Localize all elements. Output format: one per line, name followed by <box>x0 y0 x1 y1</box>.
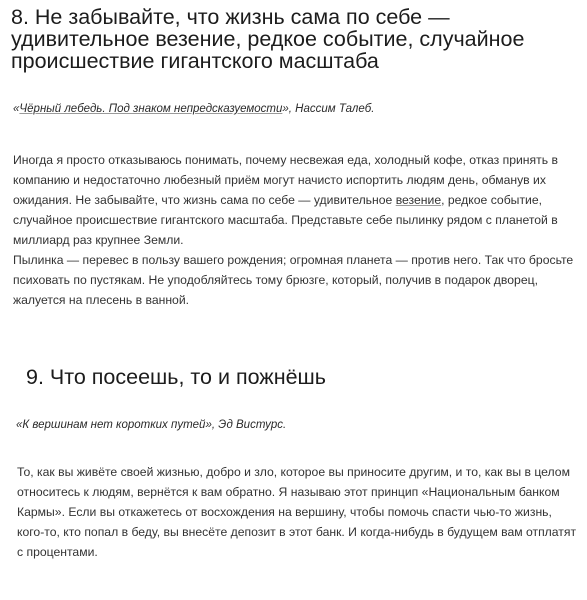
luck-link[interactable]: везение <box>395 193 442 207</box>
quote-open-mark: « <box>13 103 20 115</box>
section-8-quote <box>13 102 374 116</box>
para1-text-start: Иногда я просто отказываюсь понимать, почему несвежая еда, холодный кофе, отказ принять в компанию и недостаточно любезный приём могут начисто испортить людям день, обманув их ожидания. Не забывайте, что жизнь сама по себе — удивительное <box>13 153 558 207</box>
section-9-body: То, как вы живёте своей жизнью, добро и зло, которое вы приносите другим, и то, как вы в целом относитесь к людям, вернётся к вам обратно. Я называю этот принцип «Национальным банком Кармы». Если вы откажетесь от восхождения на вершину, чтобы помочь спасти чью-то жизнь, кого-то, кто попал в беду, вы внесёте депозит в этот банк. И когда-нибудь в будущем вам отплатят с процентами. <box>17 465 577 559</box>
section-8-heading: 8. Не забывайте, что жизнь сама по себе — удивительное везение, редкое событие, случайное происшествие гигантского масштаба <box>11 5 525 73</box>
quote-book-link[interactable]: Чёрный лебедь. Под знаком непредсказуемости <box>19 103 283 115</box>
para2-text: Пылинка — перевес в пользу вашего рождения; огромная планета — против него. Так что бросьте психовать по пустякам. Не уподобляйтесь тому брюзге, который, получив в подарок дворец, жалуется на плесень в ванной. <box>13 253 574 307</box>
section-8-body <box>13 150 581 310</box>
section-8 <box>0 5 587 307</box>
para1-text-end: , редкое событие, случайное происшествие гигантского масштаба. Представьте себе пылинку рядом с планетой в миллиард раз крупнее Земли. <box>13 193 558 247</box>
section-9-quote: «К вершинам нет коротких путей», Эд Вистурс. <box>16 419 287 431</box>
quote-author: », Нассим Талеб. <box>282 103 375 115</box>
section-9-heading: 9. Что посеешь, то и пожнёшь <box>26 365 326 389</box>
section-9 <box>0 365 587 559</box>
